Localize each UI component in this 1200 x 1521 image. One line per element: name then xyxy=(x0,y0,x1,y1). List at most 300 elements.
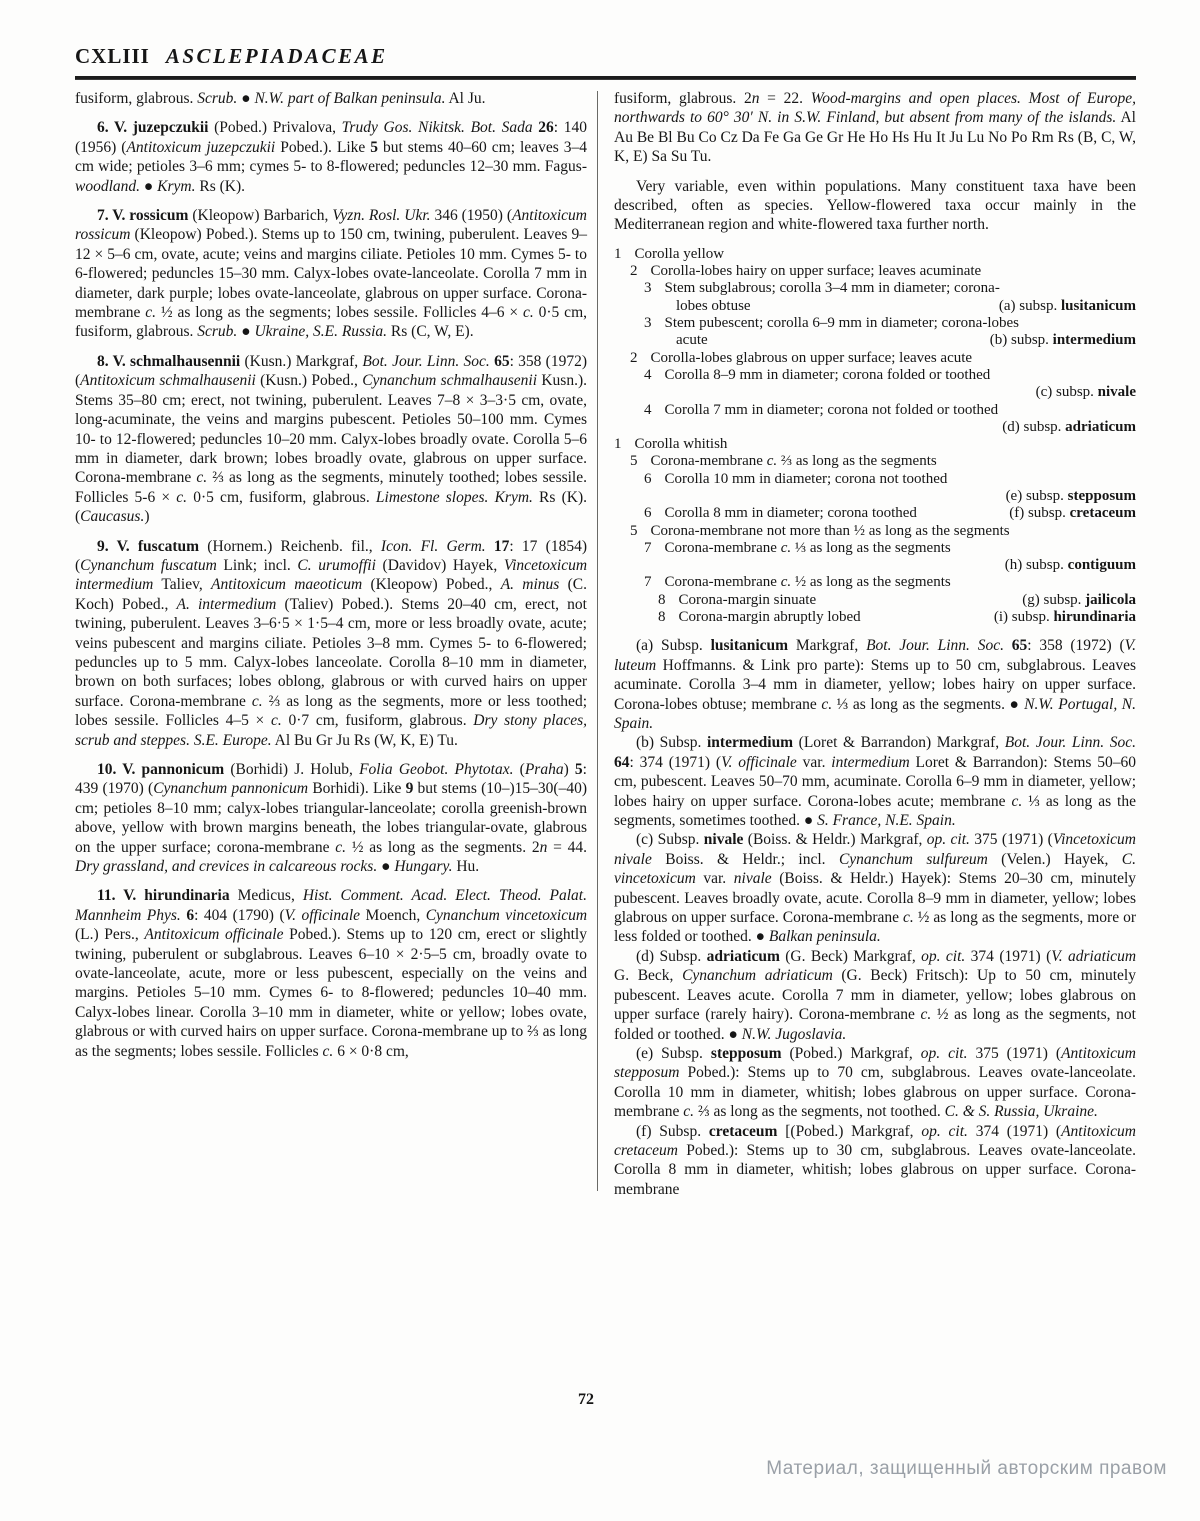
text-segment: Antitoxicum cretaceum xyxy=(614,1122,1136,1159)
text-segment: intermedium xyxy=(1052,332,1136,349)
key-line xyxy=(614,246,1136,263)
text-segment: Pobed.). Stems up to 120 cm, erect or slightly twining, puberulent or subglabrous. Leaves 6–10 × 2·5–5 cm, broadly ovate to ovate-lanceolate, acute, more or less pubescent, especially on the veins and margins. Petioles 5–10 mm. Cymes 6- to 8-flowered; peduncles 10–40 mm. Calyx-lobes linear. Corolla 3–10 mm in diameter, white or yellow; lobes ovate, glabrous or with curved hairs on upper surface. Corona-membrane up to ⅔ as long as the segments; lobes sessile. Follicles xyxy=(75,926,587,1060)
text-segment: Stem subglabrous; corolla 3–4 mm in diameter; corona- xyxy=(664,280,1000,297)
text-segment: ½ as long as the segments xyxy=(791,574,951,591)
text-segment: c. xyxy=(1011,792,1023,810)
text-segment: op. cit. xyxy=(921,1122,968,1140)
text-segment: but stems (10–)15–30(–40) cm; petioles 8–10 mm; calyx-lobes triangular-lanceolate; corolla greenish-brown above, yellow with brown margins beneath, the lobes triangular-ovate, glabrous on the upper surface; corona-membrane xyxy=(75,780,588,856)
key-line xyxy=(614,263,1136,280)
text-segment: Corolla-lobes hairy on upper surface; leaves acuminate xyxy=(650,263,982,280)
text-segment: ½ as long as the segments, not folded or toothed. ● xyxy=(614,1006,1136,1043)
text-segment: V. luteum xyxy=(614,637,1137,674)
text-segment: (i) subsp. xyxy=(993,609,1054,626)
text-segment: 9 xyxy=(405,780,414,798)
text-segment: Folia Geobot. Phytotax. xyxy=(359,761,514,778)
text-segment: Corona-membrane xyxy=(664,539,781,556)
key-couplet-number: 5 xyxy=(630,522,638,539)
subspecies-entry xyxy=(614,947,1136,1044)
key-line xyxy=(614,540,1136,557)
text-segment: (g) subsp. xyxy=(1022,591,1086,608)
text-segment: (G. Beck) Markgraf, xyxy=(779,947,922,965)
text-segment: (e) Subsp. xyxy=(636,1044,711,1062)
key-line xyxy=(614,488,1136,505)
text-segment: c. xyxy=(523,304,534,322)
text-segment: (c) Subsp. xyxy=(636,831,704,849)
key-result-taxon xyxy=(982,609,1136,626)
key-lead-text xyxy=(651,350,973,367)
text-segment: : 358 (1972) ( xyxy=(1027,637,1125,655)
text-segment: Cynanchum schmalhausenii xyxy=(362,372,538,390)
text-segment: Corona-membrane xyxy=(664,574,781,591)
text-segment: cretaceum xyxy=(1069,505,1136,522)
text-segment: ( xyxy=(513,761,525,778)
text-segment: (Boiss. & Heldr.) Markgraf, xyxy=(743,831,927,849)
text-segment: V. juzepczukii xyxy=(114,119,209,137)
text-segment: 64 xyxy=(614,753,630,771)
text-segment: ⅔ as long as the segments, more or less toothed; lobes sessile. Follicles 4–5 × xyxy=(75,692,587,730)
text-segment: V. schmalhausennii xyxy=(112,352,241,370)
key-result-taxon xyxy=(993,557,1136,574)
text-segment: 374 (1971) ( xyxy=(967,1122,1062,1140)
key-couplet-number: 6 xyxy=(644,470,652,487)
column-divider-rule xyxy=(597,91,598,1191)
key-lead-text xyxy=(679,609,861,626)
key-line xyxy=(614,471,1136,488)
running-header xyxy=(75,44,1136,69)
text-segment: Moench, xyxy=(360,906,426,924)
text-segment: (Kusn.) Pobed., xyxy=(255,372,363,390)
text-segment: (Kleopow) Pobed., xyxy=(362,576,501,594)
text-segment: lobes obtuse xyxy=(676,297,751,314)
text-segment: cretaceum xyxy=(708,1122,778,1140)
key-line xyxy=(614,453,1136,470)
key-couplet-number: 7 xyxy=(644,574,652,591)
text-segment: : 17 (1854) ( xyxy=(75,537,587,574)
subspecies-entry xyxy=(614,1122,1136,1200)
species-entry xyxy=(75,760,587,876)
text-segment: Bot. Jour. Linn. Soc. xyxy=(866,637,1004,655)
text-segment: Markgraf, xyxy=(788,637,867,655)
text-segment: lusitanicum xyxy=(710,637,789,655)
text-segment: ● xyxy=(237,90,255,107)
text-segment: (Kleopow) Barbarich, xyxy=(188,207,333,225)
key-couplet-number: 8 xyxy=(658,609,666,626)
subspecies-entry xyxy=(614,733,1136,830)
paragraph xyxy=(614,177,1136,235)
text-segment: (Borhidi) J. Holub, xyxy=(224,761,360,778)
text-segment: 6 xyxy=(186,906,195,924)
text-segment: (d) Subsp. xyxy=(636,947,707,965)
text-segment: C. & S. Russia, Ukraine. xyxy=(944,1103,1098,1121)
text-segment: adriaticum xyxy=(1065,418,1136,435)
text-segment: Cynanchum sulfureum xyxy=(838,850,988,868)
text-segment: op. cit. xyxy=(926,831,970,849)
key-line xyxy=(614,523,1136,540)
text-segment: stepposum xyxy=(1067,488,1136,504)
text-segment: Corona-membrane xyxy=(650,453,767,470)
text-segment: V. rossicum xyxy=(112,207,189,225)
text-segment: acute xyxy=(676,332,708,349)
text-segment: V. pannonicum xyxy=(122,761,225,778)
text-segment: (a) subsp. xyxy=(998,297,1061,314)
text-segment: 10. xyxy=(97,761,123,778)
text-segment: c. xyxy=(322,1042,334,1060)
text-segment: V. adriaticum xyxy=(1051,947,1137,965)
text-segment: var. xyxy=(796,753,832,771)
right-column xyxy=(614,89,1136,1199)
text-segment: Al Ju. xyxy=(445,90,486,107)
text-segment: Wood-margins and open places. Most of Europe, northwards to 60° 30′ N. in S.W. Finland, but absent from many of the islands. xyxy=(614,90,1136,127)
text-segment: S. France, N.E. Spain. xyxy=(817,812,956,830)
text-segment: 17 xyxy=(493,537,510,555)
subspecies-key xyxy=(614,246,1136,627)
text-segment: n xyxy=(539,838,548,856)
text-segment: c. xyxy=(780,539,792,556)
text-segment: 8. xyxy=(97,352,113,370)
text-segment: Pobed.). Like xyxy=(275,138,371,156)
text-segment: Bot. Jour. Linn. Soc. xyxy=(362,352,490,370)
text-segment: Link; incl. xyxy=(216,556,298,574)
text-segment: Hist. Comment. Acad. Elect. Theod. Palat. Mannheim Phys. xyxy=(75,887,587,924)
text-segment: [(Pobed.) Markgraf, xyxy=(777,1122,922,1140)
text-segment: Corolla-lobes glabrous on upper surface; leaves acute xyxy=(650,349,973,366)
key-couplet-number: 2 xyxy=(630,263,638,280)
text-segment: ● xyxy=(237,323,255,341)
key-line xyxy=(614,557,1136,574)
text-segment: Scrub. xyxy=(197,90,238,107)
text-segment: 26 xyxy=(538,119,554,137)
family-number: CXLIII xyxy=(75,44,150,68)
text-segment: c. xyxy=(196,469,208,487)
text-segment: = 22. xyxy=(759,90,811,107)
key-result-taxon xyxy=(994,488,1136,505)
text-segment: ½ as long as the segments, more or less folded or toothed. ● xyxy=(614,909,1136,946)
species-entry xyxy=(75,886,587,1061)
text-segment: (Kleopow) Pobed.). Stems up to 150 cm, twining, puberulent. Leaves 9–12 × 5–6 cm, ovate, acute; veins and margins ciliate. Petioles 10 mm. Cymes 5- to 6-flowered; peduncles 15–30 mm. Calyx-lobes ovate-lanceolate. Corolla 7 mm in diameter, dark purple; lobes ovate-lanceolate, glabrous on upper surface. Corona-membrane xyxy=(75,226,587,322)
text-segment: ½ as long as the segments. 2 xyxy=(346,838,540,856)
key-lead-text xyxy=(635,246,725,263)
text-segment: 0·5 cm, fusiform, glabrous. xyxy=(187,488,376,506)
text-segment: 7. xyxy=(97,207,113,225)
text-segment: Antitoxicum juzepczukii xyxy=(126,138,276,156)
key-couplet-number: 1 xyxy=(614,245,622,262)
text-segment: Corolla 7 mm in diameter; corona not folded or toothed xyxy=(664,401,999,418)
text-segment: c. xyxy=(766,453,778,470)
text-segment: Dry stony places, scrub and steppes. S.E. Europe. xyxy=(75,712,587,749)
key-couplet-number: 8 xyxy=(658,591,666,608)
text-segment: (G. Beck) Fritsch): Up to 50 cm, minutely pubescent. Leaves acute. Corolla 7 mm in diameter, yellow; lobes glabrous on upper surface (rarely hairy). Corona-membrane xyxy=(614,967,1136,1024)
text-segment: 6 × 0·8 cm, xyxy=(333,1042,409,1060)
key-result-taxon xyxy=(987,298,1136,315)
text-segment xyxy=(486,538,494,555)
key-line xyxy=(614,315,1136,332)
text-segment: c. xyxy=(145,304,157,322)
key-result-taxon xyxy=(1010,592,1136,609)
text-segment: Cynanchum vincetoxicum xyxy=(425,906,588,924)
text-segment: (Boiss. & Heldr.) Hayek): Stems 20–30 cm, minutely pubescent. Leaves broadly ovate, acute. Corolla 8–9 mm in diameter, yellow; lobes glabrous on upper surface. Corona-membrane xyxy=(614,870,1137,927)
text-segment: Antitoxicum schmalhausenii xyxy=(80,372,256,390)
copyright-watermark: Материал, защищенный авторским правом xyxy=(766,1458,1167,1479)
header-rule xyxy=(75,76,1136,80)
text-segment: 346 (1950) ( xyxy=(430,207,513,225)
text-segment: A. intermedium xyxy=(176,595,277,613)
key-lead-text xyxy=(665,540,951,557)
text-segment: ) xyxy=(563,761,575,778)
text-segment: 0·5 cm, fusiform, glabrous. xyxy=(75,304,587,341)
left-column xyxy=(75,89,587,1199)
text-segment: ⅓ as long as the segments, sometimes toothed. ● xyxy=(614,792,1136,830)
key-lead-text xyxy=(679,592,817,609)
text-segment: Corolla yellow xyxy=(634,245,725,262)
text-segment: V. officinale xyxy=(284,906,361,924)
key-lead-text xyxy=(676,298,751,315)
text-segment: C. vincetoxicum xyxy=(614,850,1136,888)
text-segment: op. cit. xyxy=(920,1044,968,1062)
text-segment: c. xyxy=(920,1006,932,1024)
text-segment: (a) Subsp. xyxy=(636,637,711,655)
text-segment: 374 (1971) ( xyxy=(965,947,1052,965)
text-segment: (Pobed.) Privalova, xyxy=(208,119,342,137)
page-content xyxy=(75,44,1136,1199)
text-segment: n xyxy=(751,90,760,107)
text-segment: (f) subsp. xyxy=(1009,505,1070,522)
text-segment: A. minus xyxy=(500,576,560,594)
text-segment: var. xyxy=(695,870,734,888)
text-segment: Limestone slopes. Krym. xyxy=(375,488,533,506)
text-segment: ⅓ as long as the segments. ● xyxy=(832,695,1025,713)
text-segment: Trudy Gos. Nikitsk. Bot. Sada xyxy=(341,119,533,137)
text-segment: 9. xyxy=(97,537,117,555)
text-segment: Vyzn. Rosl. Ukr. xyxy=(332,207,431,225)
key-couplet-number: 3 xyxy=(644,280,652,297)
key-couplet-number: 2 xyxy=(630,349,638,366)
species-entry xyxy=(75,537,587,750)
text-segment: fusiform, glabrous. 2 xyxy=(614,90,752,107)
key-lead-text xyxy=(651,263,982,280)
text-segment: Antitoxicum maeoticum xyxy=(211,576,363,594)
text-segment: Corolla 10 mm in diameter; corona not toothed xyxy=(664,470,948,487)
text-segment: Bot. Jour. Linn. Soc. xyxy=(1004,734,1136,752)
text-segment: : 404 (1790) ( xyxy=(194,906,285,924)
text-segment: G. Beck, xyxy=(614,967,683,985)
text-segment: nivale xyxy=(1097,384,1136,401)
text-segment: Taliev, xyxy=(153,576,212,594)
text-segment: Hoffmanns. & Link pro parte): Stems up to 50 cm, subglabrous. Leaves acuminate. Corolla 3–4 mm in diameter, yellow; lobes hairy on upper surface. Corona-lobes obtuse; membrane xyxy=(614,656,1136,713)
family-name: ASCLEPIADACEAE xyxy=(165,44,388,68)
text-segment: Vincetoxicum nivale xyxy=(614,831,1136,868)
text-segment: Corolla 8 mm in diameter; corona toothed xyxy=(664,505,917,522)
text-segment: 375 (1971) ( xyxy=(967,1044,1062,1062)
text-segment: (L.) Pers., xyxy=(75,926,145,944)
text-segment: N.W. Portugal, N. Spain. xyxy=(614,695,1136,732)
key-result-taxon xyxy=(1024,384,1136,401)
text-segment: ● xyxy=(377,858,395,876)
key-line xyxy=(614,402,1136,419)
text-segment: Loret & Barrandon): Stems 50–60 cm, pubescent. Leaves 50–70 mm, acuminate. Corolla 6–9 mm in diameter, yellow; lobes hairy on upper surface. Corona-lobes acute; membrane xyxy=(614,753,1137,810)
text-segment: intermedium xyxy=(831,753,910,771)
text-segment: ⅔ as long as the segments xyxy=(777,453,937,470)
text-segment: Antitoxicum rossicum xyxy=(75,207,587,244)
key-lead-text xyxy=(651,453,937,470)
text-segment: jailicola xyxy=(1085,591,1136,608)
key-line xyxy=(614,574,1136,591)
text-segment: Al Au Be Bl Bu Co Cz Da Fe Ga Ge Gr He Ho Hs Hu It Ju Lu No Po Rm Rs (B, C, W, K, E) Sa Su Tu. xyxy=(614,109,1136,166)
text-segment xyxy=(1004,637,1012,654)
text-segment: Antitoxicum stepposum xyxy=(614,1044,1136,1082)
text-segment: C. urumoffii xyxy=(297,556,376,574)
text-segment: : 374 (1971) ( xyxy=(629,753,722,771)
text-segment: Caucasus. xyxy=(80,508,145,526)
text-segment: adriaticum xyxy=(706,947,780,965)
text-segment: 5 xyxy=(370,138,378,156)
key-line xyxy=(614,384,1136,401)
key-couplet-number: 6 xyxy=(644,505,652,522)
key-lead-text xyxy=(665,315,1020,332)
text-segment: woodland. xyxy=(75,177,141,195)
text-segment: fusiform, glabrous. xyxy=(75,90,198,107)
key-result-taxon xyxy=(978,332,1136,349)
text-segment: intermedium xyxy=(707,734,794,752)
key-line xyxy=(614,436,1136,453)
key-result-taxon xyxy=(990,419,1136,436)
text-segment: : 439 (1970) ( xyxy=(75,761,587,798)
text-segment: Hu. xyxy=(452,858,480,876)
text-segment: Pobed.): Stems up to 70 cm, subglabrous. Leaves ovate-lanceolate. Corolla 10 mm in diameter, whitish; lobes glabrous on upper surface. Corona-membrane xyxy=(614,1064,1136,1121)
text-segment: 11. xyxy=(97,887,124,905)
text-segment: (e) subsp. xyxy=(1005,488,1068,504)
text-segment: Antitoxicum officinale xyxy=(144,926,284,944)
key-line xyxy=(614,280,1136,297)
text-segment: ) xyxy=(144,508,150,526)
text-segment: Al Bu Gr Ju Rs (W, K, E) Tu. xyxy=(271,731,458,749)
key-couplet-number: 7 xyxy=(644,539,652,556)
text-segment: c. xyxy=(902,909,914,927)
text-segment: 65 xyxy=(494,352,510,370)
key-line xyxy=(614,592,1136,609)
text-segment: ⅓ as long as the segments xyxy=(791,539,951,556)
text-segment: (c) subsp. xyxy=(1035,384,1098,401)
page-number: 72 xyxy=(578,1391,594,1408)
text-segment: Borhidi). Like xyxy=(308,780,406,798)
text-segment: Rs (C, W, E). xyxy=(387,323,474,341)
text-segment: c. xyxy=(270,712,282,730)
key-line xyxy=(614,367,1136,384)
text-segment: Ukraine, S.E. Russia. xyxy=(254,323,388,341)
key-couplet-number: 3 xyxy=(644,315,652,332)
text-segment: c. xyxy=(683,1103,695,1121)
subspecies-entry xyxy=(614,830,1136,946)
key-couplet-number: 4 xyxy=(644,401,652,418)
text-segment: (Velen.) Hayek, xyxy=(987,850,1122,868)
text-segment: N.W. Jugoslavia. xyxy=(741,1025,847,1043)
text-segment: Very variable, even within populations. Many constituent taxa have been described, often as species. Yellow-flowered taxa occur mainly in the Mediterranean region and white-flowered taxa further north. xyxy=(614,177,1136,234)
text-segment: Corona-margin sinuate xyxy=(678,591,817,608)
text-segment: but stems 40–60 cm; leaves 3–4 cm wide; petioles 3–6 mm; cymes 5- to 8-flowered; peduncles 12–30 mm. Fagus- xyxy=(75,138,587,176)
key-lead-text xyxy=(665,280,1000,297)
text-segment: ● xyxy=(140,177,158,195)
text-segment: V. fuscatum xyxy=(116,537,200,555)
text-segment: (Pobed.) Markgraf, xyxy=(781,1044,921,1062)
key-line xyxy=(614,350,1136,367)
text-segment: (b) Subsp. xyxy=(636,734,707,752)
text-segment: N.W. part of Balkan peninsula. xyxy=(254,90,446,107)
key-line xyxy=(614,332,1136,349)
text-segment: Rs (K). xyxy=(195,177,245,195)
text-segment: 65 xyxy=(1011,637,1028,655)
key-lead-text xyxy=(665,367,991,384)
text-segment: nivale xyxy=(733,870,772,888)
key-line xyxy=(614,419,1136,436)
text-segment: Cynanchum fuscatum xyxy=(80,556,217,574)
text-segment: Cynanchum pannonicum xyxy=(153,780,309,798)
text-segment: Icon. Fl. Germ. xyxy=(380,537,486,555)
key-couplet-number: 4 xyxy=(644,366,652,383)
text-segment: (Taliev) Pobed.). Stems 20–40 cm, erect, not twining, puberulent. Leaves 3–6·5 × 1·5–4 cm, more or less broadly ovate, acute; veins pubescent and margins ciliate. Petioles 3–8 mm. Cymes 5- to 6-flowered; peduncles up to 5 mm. Calyx-lobes lanceolate. Corolla 8–10 mm in diameter, brown on both surfaces; lobes oblong, glabrous or with curved hairs on upper surface. Corona-membrane xyxy=(75,595,587,710)
text-segment: Corona-margin abruptly lobed xyxy=(678,609,861,626)
text-segment: Kusn.). Stems 35–80 cm; erect, not twining, puberulent. Leaves 7–8 × 3–3·5 cm, ovate, long-acuminate, the veins and margins pubescent. Petioles 50–100 mm. Cymes 10- to 12-flowered; peduncles 10–20 mm. Calyx-lobes broadly ovate. Corolla 5–6 mm in diameter, dark brown; lobes broadly ovate, glabrous on upper surface. Corona-membrane xyxy=(75,372,587,487)
text-segment: Boiss. & Heldr.; incl. xyxy=(651,850,839,868)
text-segment: 375 (1971) ( xyxy=(969,831,1053,849)
text-segment: 0·7 cm, fusiform, glabrous. xyxy=(281,712,474,730)
text-segment: 5 xyxy=(574,761,583,778)
paragraph xyxy=(614,89,1136,167)
subspecies-entry xyxy=(614,636,1136,733)
text-segment: Scrub. xyxy=(197,323,238,341)
key-lead-text xyxy=(635,436,728,453)
key-lead-text xyxy=(665,505,917,522)
text-segment: (h) subsp. xyxy=(1004,557,1068,574)
text-segment: Corona-membrane not more than ½ as long as the segments xyxy=(650,522,1010,539)
text-segment: nivale xyxy=(703,831,744,849)
text-segment: lusitanicum xyxy=(1060,297,1136,314)
columns-wrapper xyxy=(75,89,1136,1199)
text-segment: ⅔ as long as the segments, not toothed. xyxy=(694,1103,945,1121)
text-segment: c. xyxy=(176,488,188,506)
text-segment: (Kusn.) Markgraf, xyxy=(240,352,363,370)
text-segment: Rs (K). ( xyxy=(75,488,587,526)
text-segment: stepposum xyxy=(710,1044,782,1062)
key-line xyxy=(614,609,1136,626)
text-segment: 6. xyxy=(97,119,114,137)
text-segment: V. hirundinaria xyxy=(123,887,230,905)
key-line xyxy=(614,505,1136,522)
key-lead-text xyxy=(665,574,951,591)
text-segment: c. xyxy=(780,574,792,591)
text-segment: op. cit. xyxy=(921,947,966,965)
text-segment: (Loret & Barrandon) Markgraf, xyxy=(793,734,1005,752)
text-segment: Praha xyxy=(524,761,564,778)
text-segment: Cynanchum adriaticum xyxy=(682,967,833,985)
key-couplet-number: 1 xyxy=(614,436,622,453)
key-lead-text xyxy=(651,523,1010,540)
text-segment: : 140 (1956) ( xyxy=(75,119,587,156)
text-segment: (d) subsp. xyxy=(1002,418,1066,435)
text-segment: (b) subsp. xyxy=(989,332,1053,349)
paragraph xyxy=(75,89,587,108)
text-segment: Dry grassland, and crevices in calcareous rocks. xyxy=(75,858,378,876)
text-segment: contiguum xyxy=(1067,557,1136,574)
key-lead-text xyxy=(676,332,708,349)
text-segment: : 358 (1972) ( xyxy=(75,352,587,390)
text-segment: (Davidov) Hayek, xyxy=(375,556,504,574)
key-result-taxon xyxy=(997,505,1136,522)
text-segment: Vincetoxicum intermedium xyxy=(75,556,588,594)
text-segment: hirundinaria xyxy=(1053,609,1136,626)
key-couplet-number: 5 xyxy=(630,453,638,470)
subspecies-entry xyxy=(614,1044,1136,1122)
text-segment: c. xyxy=(335,838,347,856)
text-segment: Krym. xyxy=(157,177,196,195)
